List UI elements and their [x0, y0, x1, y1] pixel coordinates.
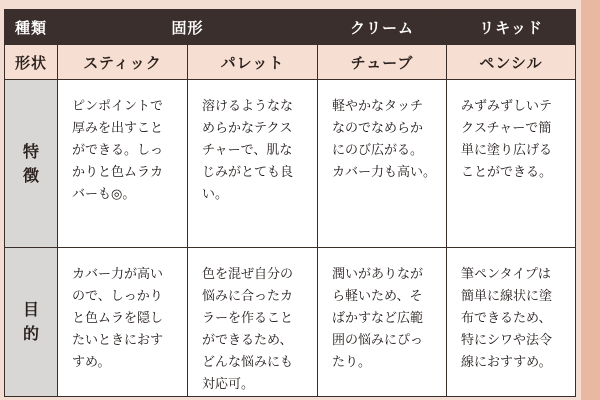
features-row — [5, 80, 576, 248]
features-tube-cell: 軽やかなタッチ なのでなめらか にのび広がる。 カバー力も高い。 — [318, 80, 447, 248]
form-stick-cell: スティック — [58, 45, 188, 80]
purpose-tube-cell: 潤いがありなが ら軽いため、そ ばかすなど広範 囲の悩みにぴっ たり。 — [318, 248, 447, 397]
header-type-cell: 種類 — [5, 10, 58, 45]
form-tube-cell: チューブ — [318, 45, 447, 80]
header-liquid-cell: リキッド — [447, 10, 576, 45]
purpose-label-char-2: 的 — [22, 324, 39, 343]
features-stick-cell: ピンポイントで 厚みを出すこと ができる。しっ かりと色ムラカ バーも◎。 — [58, 80, 188, 248]
header-solid-cell: 固形 — [58, 10, 318, 45]
features-label-char-2: 徴 — [22, 165, 39, 185]
features-palette-cell: 溶けるようなな めらかなテクス チャーで、肌な じみがとても良 い。 — [188, 80, 318, 248]
header-cream-cell: クリーム — [318, 10, 447, 45]
concealer-comparison-table — [4, 9, 576, 397]
purpose-label-char-1: 目 — [22, 300, 39, 319]
purpose-label-cell — [5, 248, 58, 397]
header-row — [5, 10, 576, 45]
features-label-cell — [5, 80, 58, 248]
form-palette-cell: パレット — [188, 45, 318, 80]
features-pencil-cell: みずみずしいテ クスチャーで簡 単に塗り広げる ことができる。 — [447, 80, 576, 248]
purpose-palette-cell: 色を混ぜ自分の 悩みに合ったカ ラーを作ること ができるため、 どんな悩みにも 対応可。 — [188, 248, 318, 397]
form-pencil-cell: ペンシル — [447, 45, 576, 80]
form-row — [5, 45, 576, 80]
purpose-stick-cell: カバー力が高い ので、しっかり と色ムラを隠し たいときにおす すめ。 — [58, 248, 188, 397]
form-label-cell: 形状 — [5, 45, 58, 80]
features-label-char-1: 特 — [22, 141, 39, 161]
purpose-row — [5, 248, 576, 397]
purpose-pencil-cell: 筆ペンタイプは 簡単に線状に塗 布できるため、 特にシワや法令 線におすすめ。 — [447, 248, 576, 397]
